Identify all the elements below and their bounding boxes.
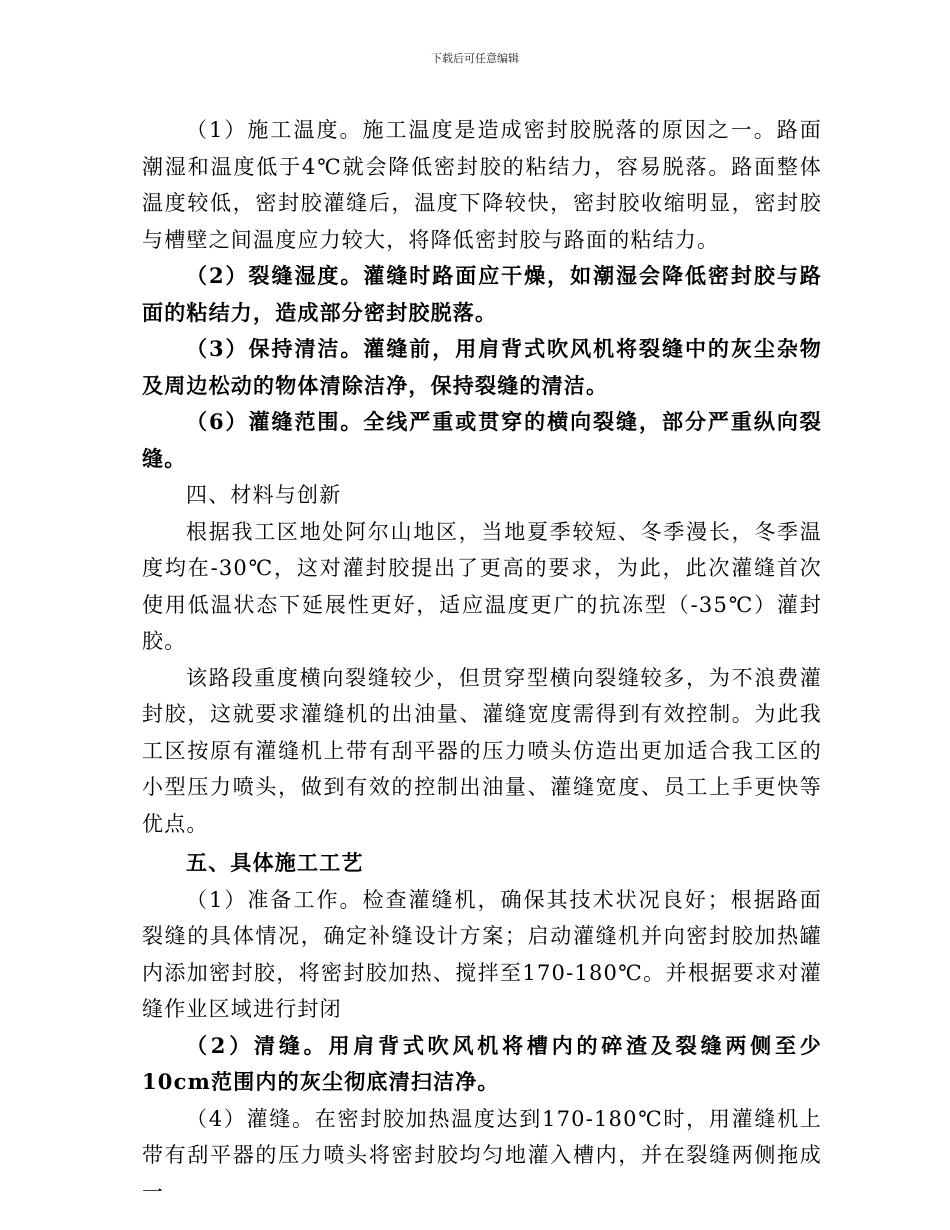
section-heading-materials: 四、材料与创新	[186, 483, 342, 507]
paragraph-materials: 根据我工区地处阿尔山地区，当地夏季较短、冬季漫长，冬季温度均在-30℃，这对灌封胶提出了更高的要求，为此，此次灌缝首次使用低温状态下延展性更好，适应温度更广的抗冻型（-35℃）灌封胶。	[142, 519, 822, 653]
page-header: 下载后可任意编辑	[431, 52, 519, 65]
paragraph-construction-temperature: （1）施工温度。施工温度是造成密封胶脱落的原因之一。路面潮湿和温度低于4℃就会降低密封胶的粘结力，容易脱落。路面整体温度较低，密封胶灌缝后，温度下降较快，密封胶收缩明显，密封胶与槽壁之间温度应力较大，将降低密封胶与路面的粘结力。	[142, 118, 822, 252]
document-body	[142, 112, 822, 1210]
paragraph-crack-cleaning: （2）清缝。用肩背式吹风机将槽内的碎渣及裂缝两侧至少10cm范围内的灰尘彻底清扫洁净。	[142, 1032, 822, 1094]
section-heading-process: 五、具体施工工艺	[186, 850, 364, 875]
paragraph-crack-humidity: （2）裂缝湿度。灌缝时路面应干燥，如潮湿会降低密封胶与路面的粘结力，造成部分密封胶脱落。	[142, 263, 822, 325]
paragraph-innovation: 该路段重度横向裂缝较少，但贯穿型横向裂缝较多，为不浪费灌封胶，这就要求灌缝机的出油量、灌缝宽度需得到有效控制。为此我工区按原有灌缝机上带有刮平器的压力喷头仿造出更加适合我工区的小型压力喷头，做到有效的控制出油量、灌缝宽度、员工上手更快等优点。	[142, 665, 822, 836]
paragraph-crack-sealing: （4）灌缝。在密封胶加热温度达到170-180℃时，用灌缝机上带有刮平器的压力喷头将密封胶均匀地灌入槽内，并在裂缝两侧拖成一	[142, 1106, 822, 1204]
paragraph-preparation: （1）准备工作。检查灌缝机，确保其技术状况良好；根据路面裂缝的具体情况，确定补缝设计方案；启动灌缝机并向密封胶加热罐内添加密封胶，将密封胶加热、搅拌至170-180℃。并根据要求对灌缝作业区域进行封闭	[142, 887, 822, 1021]
paragraph-keep-clean: （3）保持清洁。灌缝前，用肩背式吹风机将裂缝中的灰尘杂物及周边松动的物体清除洁净，保持裂缝的清洁。	[142, 336, 822, 398]
paragraph-sealing-scope: （6）灌缝范围。全线严重或贯穿的横向裂缝，部分严重纵向裂缝。	[142, 409, 822, 471]
